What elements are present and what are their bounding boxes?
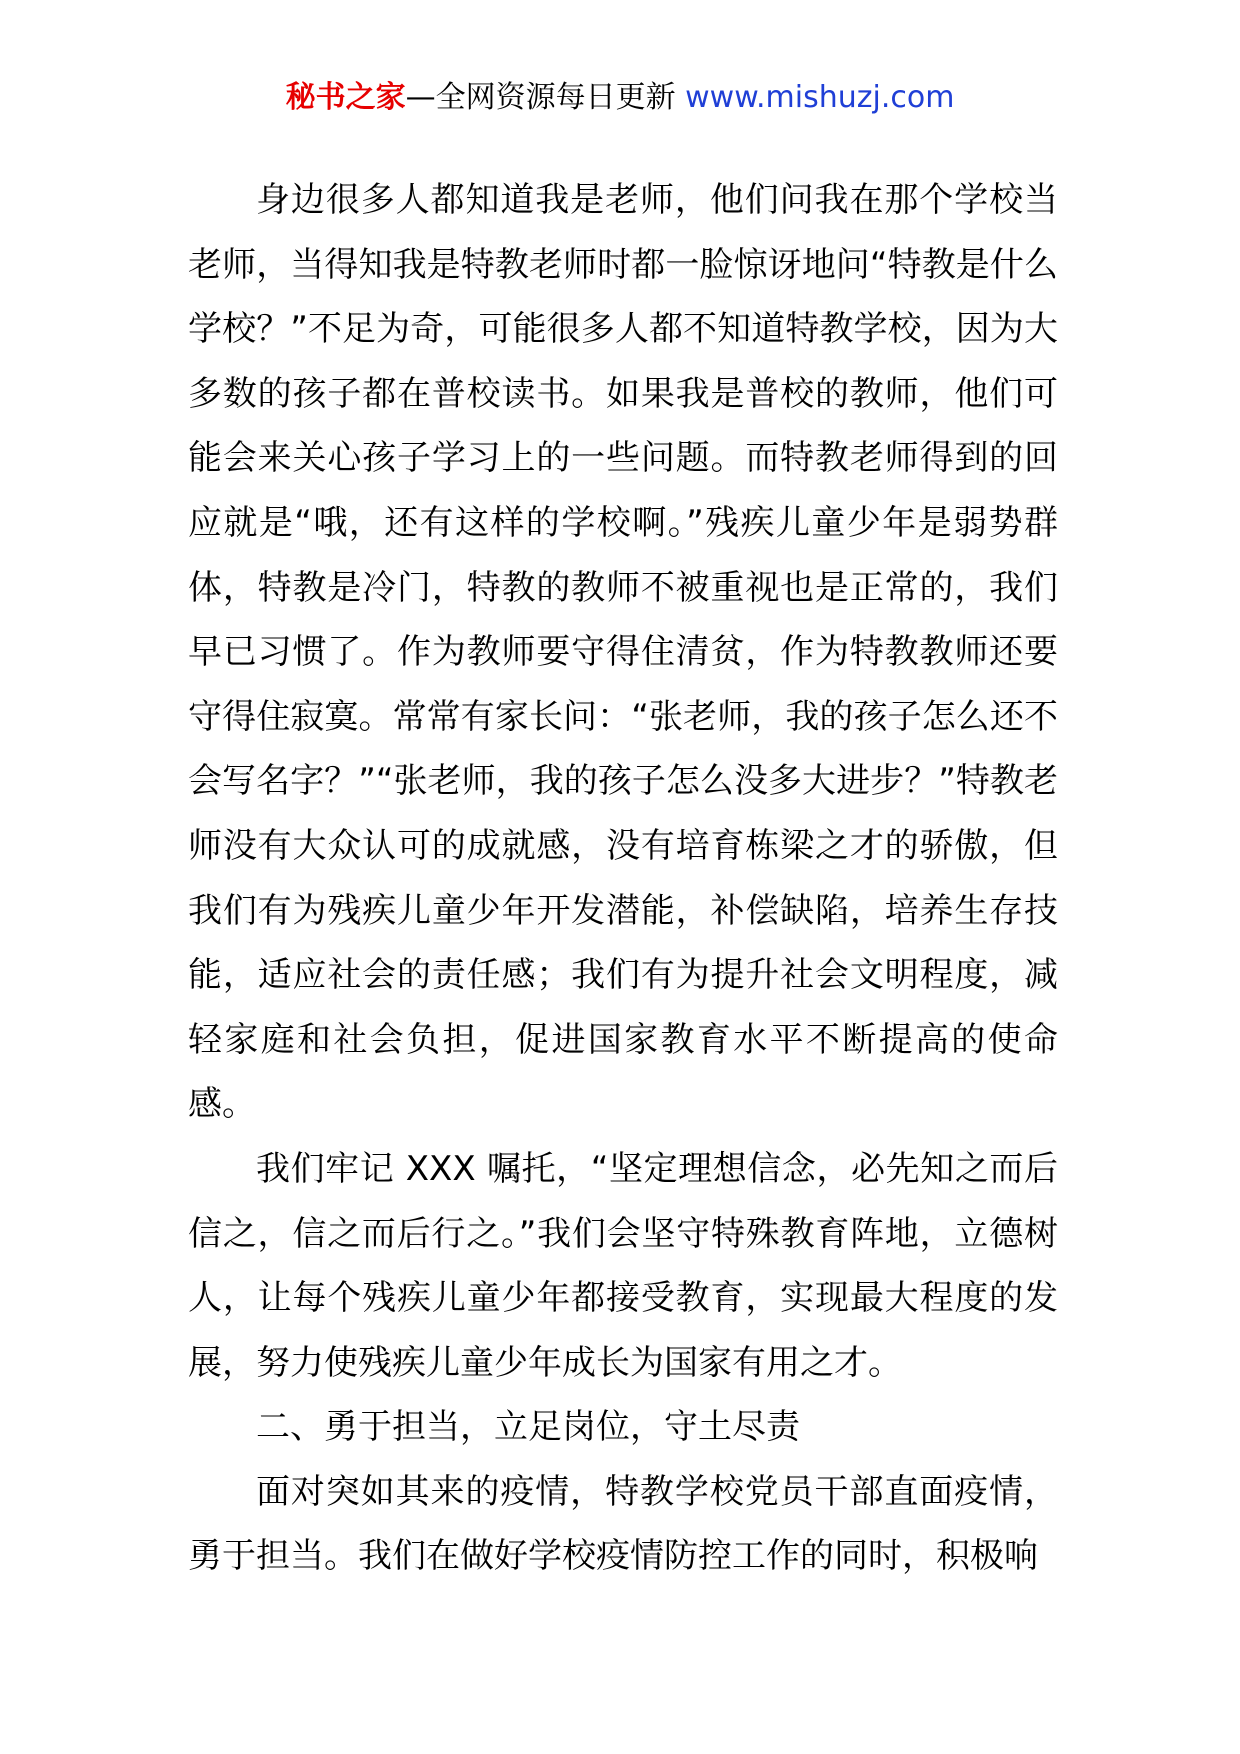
document-body bbox=[188, 168, 1058, 1589]
body-paragraph: 面对突如其来的疫情，特教学校党员干部直面疫情，勇于担当。我们在做好学校疫情防控工作的同时，积极响 bbox=[188, 1471, 1058, 1577]
body-paragraph: 身边很多人都知道我是老师，他们问我在那个学校当老师，当得知我是特教老师时都一脸惊讶地问“特教是什么学校？”不足为奇，可能很多人都不知道特教学校，因为大多数的孩子都在普校读书。如果我是普校的教师，他们可能会来关心孩子学习上的一些问题。而特教老师得到的回应就是“哦，还有这样的学校啊。”残疾儿童少年是弱势群体，特教是冷门，特教的教师不被重视也是正常的，我们早已习惯了。作为教师要守得住清贫，作为特教教师还要守得住寂寞。常常有家长问：“张老师，我的孩子怎么还不会写名字？”“张老师，我的孩子怎么没多大进步？”特教老师没有大众认可的成就感，没有培育栋梁之才的骄傲，但我们有为残疾儿童少年开发潜能，补偿缺陷，培养生存技能，适应社会的责任感；我们有为提升社会文明程度，减轻家庭和社会负担，促进国家教育水平不断提高的使命感。 bbox=[188, 180, 1058, 1125]
body-paragraph: 我们牢记 XXX 嘱托，“坚定理想信念，必先知之而后信之，信之而后行之。”我们会坚守特殊教育阵地，立德树人，让每个残疾儿童少年都接受教育，实现最大程度的发展，努力使残疾儿童少年成长为国家有用之才。 bbox=[188, 1148, 1058, 1383]
header-tagline: —全网资源每日更新 bbox=[405, 80, 686, 115]
site-url-link[interactable]: www.mishuzj.com bbox=[685, 80, 955, 115]
section-heading: 二、勇于担当，立足岗位，守土尽责 bbox=[256, 1407, 800, 1448]
page-header bbox=[0, 76, 1240, 120]
brand-name: 秘书之家 bbox=[285, 80, 406, 115]
